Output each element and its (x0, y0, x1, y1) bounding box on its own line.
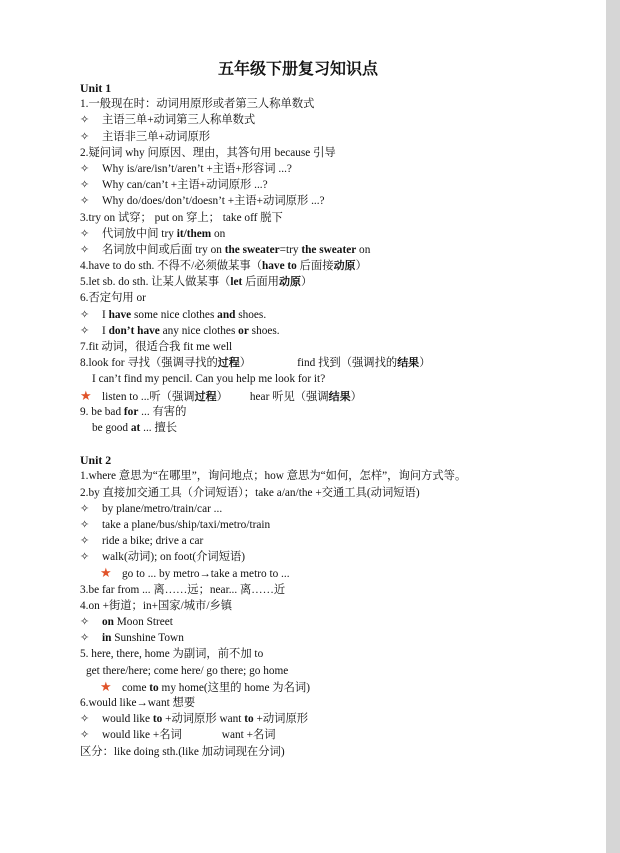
star-icon: ★ (80, 387, 92, 403)
u2-line: 3.be far from ... 离……远；near... 离……近 (80, 583, 286, 596)
diamond-bullet-icon: ✧ (80, 308, 90, 321)
diamond-bullet-icon: ✧ (80, 195, 90, 208)
u1-line: 5.let sb. do sth. 让某人做某事（let 后面用动原） (80, 275, 313, 289)
diamond-bullet-icon: ✧ (80, 518, 90, 531)
u1-line: ✧ Why can/can’t +主语+动词原形 ...? (80, 177, 600, 193)
u1-line: ✧ 主语非三单+动词原形 (80, 129, 600, 145)
document-body (80, 80, 600, 760)
u2-line: 区分：like doing sth.(like 加动词现在分词) (80, 745, 285, 758)
u2-line: ✧ on Moon Street (80, 614, 600, 630)
u1-line: ✧ 主语三单+动词第三人称单数式 (80, 112, 600, 128)
u1-line: I can’t find my pencil. Can you help me look for it? (92, 373, 326, 386)
u2-line: ✧ take a plane/bus/ship/taxi/metro/train (80, 517, 600, 533)
diamond-bullet-icon: ✧ (80, 632, 90, 645)
u1-line: ★ listen to ...听（强调过程） hear 听见（强调结果） (80, 387, 362, 403)
u1-line: 1.一般现在时：动词用原形或者第三人称单数式 (80, 98, 315, 111)
page-title: 五年级下册复习知识点 (217, 59, 378, 78)
diamond-bullet-icon: ✧ (80, 502, 90, 515)
diamond-bullet-icon: ✧ (80, 324, 90, 337)
diamond-bullet-icon: ✧ (80, 616, 90, 628)
star-icon: ★ (100, 678, 112, 694)
u1-line: ✧ Why is/are/isn’t/aren’t +主语+形容词 ...? (80, 161, 600, 177)
u1-line: 9. be bad for ... 有害的 (80, 405, 187, 418)
u2-line: ✧ would like to +动词原形 want to +动词原形 (80, 711, 600, 727)
u2-line: 4.on +街道；in+国家/城市/乡镇 (80, 599, 233, 612)
diamond-bullet-icon: ✧ (80, 114, 90, 127)
u1-line: 4.have to do sth. 不得不/必须做某事（have to 后面接动原） (80, 259, 367, 273)
u1-line: 7.fit 动词，很适合我 fit me well (80, 341, 233, 353)
u1-line: 3.try on 试穿； put on 穿上； take off 脱下 (80, 211, 283, 224)
diamond-bullet-icon: ✧ (80, 243, 90, 256)
u2-line: ✧ by plane/metro/train/car ... (80, 501, 600, 517)
diamond-bullet-icon: ✧ (80, 535, 90, 548)
u1-line: 2.疑问词 why 问原因、理由，其答句用 because 引导 (80, 146, 336, 159)
u2-line: 6.would like→want 想要 (80, 696, 196, 709)
diamond-bullet-icon: ✧ (80, 162, 90, 175)
u2-line: 2.by 直接加交通工具（介词短语）；take a/an/the +交通工具(动词短语) (80, 486, 420, 499)
u1-line: ✧ 代词放中间 try it/them on (80, 226, 600, 242)
u2-line: ★ come to my home(这里的 home 为名词) (100, 678, 310, 694)
diamond-bullet-icon: ✧ (80, 179, 90, 192)
u1-line: be good at ... 擅长 (92, 421, 178, 434)
u2-line: 1.where 意思为“在哪里”，询问地点；how 意思为“如何，怎样”，询问方式等。 (80, 470, 467, 483)
diamond-bullet-icon: ✧ (80, 729, 90, 742)
u2-line: 5. here, there, home 为副词，前不加 to (80, 648, 264, 661)
vertical-scrollbar[interactable] (606, 0, 620, 853)
u2-line: ✧ would like +名词 want +名词 (80, 727, 600, 743)
diamond-bullet-icon: ✧ (80, 551, 90, 564)
u1-line: ✧ I have some nice clothes and shoes. (80, 307, 600, 323)
u1-line: 6.否定句用 or (80, 292, 146, 305)
unit2-heading: Unit 2 (80, 453, 112, 468)
u2-line: ✧ ride a bike; drive a car (80, 533, 600, 549)
u2-line: get there/here; come here/ go there; go home (86, 664, 289, 677)
u1-line: 8.look for 寻找（强调寻找的过程） find 找到（强调找的结果） (80, 356, 431, 370)
u2-line: ✧ walk(动词); on foot(介词短语) (80, 549, 600, 565)
star-icon: ★ (100, 565, 112, 581)
diamond-bullet-icon: ✧ (80, 130, 90, 143)
u1-line: ✧ Why do/does/don’t/doesn’t +主语+动词原形 ...? (80, 193, 600, 209)
u2-line: ✧ in Sunshine Town (80, 630, 600, 646)
diamond-bullet-icon: ✧ (80, 713, 90, 726)
diamond-bullet-icon: ✧ (80, 227, 90, 240)
u2-line: ★ go to ... by metro→take a metro to ... (100, 565, 290, 581)
unit1-heading: Unit 1 (80, 81, 112, 95)
u1-line: ✧ 名词放中间或后面 try on the sweater=try the sweater on (80, 242, 600, 258)
u1-line: ✧ I don’t have any nice clothes or shoes. (80, 323, 600, 339)
